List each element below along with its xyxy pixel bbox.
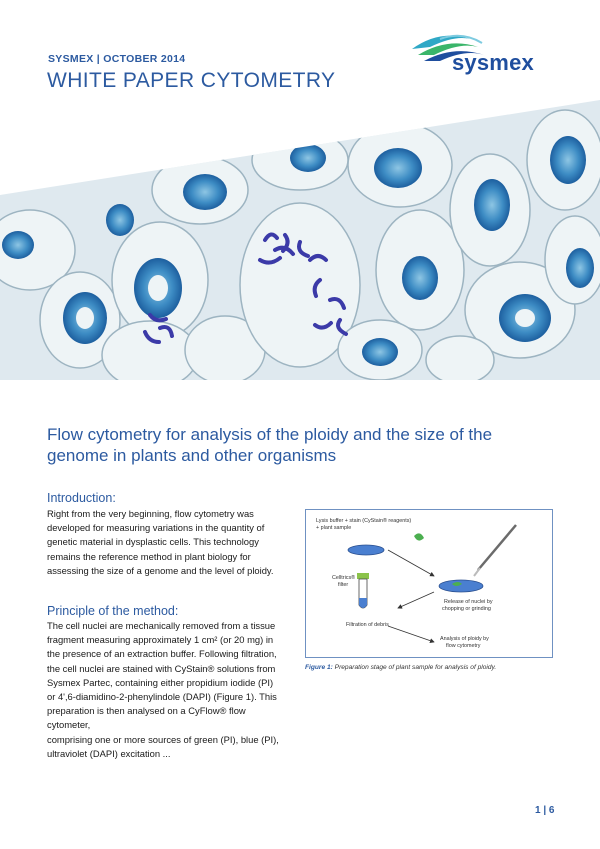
text-line: genetic material in dysplastic cells. This technology	[47, 536, 259, 548]
label-filter: filter	[338, 582, 349, 588]
petri-dish-icon	[348, 545, 384, 555]
text-line: Right from the very beginning, flow cytometry was	[47, 508, 254, 519]
section-heading-introduction: Introduction:	[47, 491, 116, 505]
text-line: ultraviolet (DAPI) excitation ...	[47, 747, 171, 759]
principle-body	[47, 619, 291, 761]
text-line: The cell nuclei are mechanically removed from a tissue	[47, 620, 276, 631]
leaf-icon	[414, 533, 424, 540]
text-line: Sysmex Partec, containing either propidium iodide (PI)	[47, 676, 274, 688]
text-line: remains the reference method in plant biology for	[47, 550, 251, 562]
section-heading-principle: Principle of the method:	[47, 604, 179, 618]
label-lysis: Lysis buffer + stain (CyStain® reagents)	[316, 518, 412, 524]
caption-label: Figure 1:	[305, 664, 333, 671]
text-line: or 4',6-diamidino-2-phenylindole (DAPI) (Figure 1). This	[47, 691, 277, 703]
celltrics-filter-icon	[357, 573, 369, 579]
text-line: developed for measuring variations in the quantity of	[47, 522, 265, 534]
text-line: fragment measuring approximately 1 cm² (or 20 mg) in	[47, 634, 274, 646]
logo-wordmark: sysmex	[452, 50, 534, 75]
label-plant-sample: + plant sample	[316, 525, 352, 531]
text-line: comprising one or more sources of green (PI), blue (PI),	[47, 733, 279, 745]
figure-caption	[305, 664, 565, 671]
caption-text: Preparation stage of plant sample for analysis of ploidy.	[332, 664, 497, 671]
label-analysis-1: Analysis of ploidy by	[440, 636, 489, 642]
text-line: the cell nuclei are stained with CyStain® solutions from	[47, 662, 276, 674]
petri-dish-icon	[439, 580, 483, 592]
figure-1-box	[305, 509, 553, 658]
page-number: 1 | 6	[535, 805, 555, 816]
label-filtration: Filtration of debris	[346, 622, 389, 628]
scalpel-icon	[478, 525, 516, 570]
label-celltrics: Celltrics®	[332, 575, 356, 581]
document-title: WHITE PAPER CYTOMETRY	[47, 69, 336, 92]
text-line: the presence of an extraction buffer. Following filtration,	[47, 648, 277, 660]
document-headline: Flow cytometry for analysis of the ploidy and the size of the genome in plants and other organisms	[47, 425, 493, 465]
label-analysis-2: flow cytometry	[446, 643, 481, 649]
text-line: assessing the size of a genome and the level of ploidy.	[47, 564, 274, 576]
text-line: preparation is then analysed on a CyFlow® flow cytometer,	[47, 705, 246, 731]
label-release-1: Release of nuclei by	[444, 599, 493, 605]
microscopy-hero-image	[0, 100, 600, 380]
label-release-2: chopping or grinding	[442, 606, 491, 612]
introduction-body	[47, 507, 291, 578]
header-kicker: SYSMEX | OCTOBER 2014	[48, 53, 186, 65]
